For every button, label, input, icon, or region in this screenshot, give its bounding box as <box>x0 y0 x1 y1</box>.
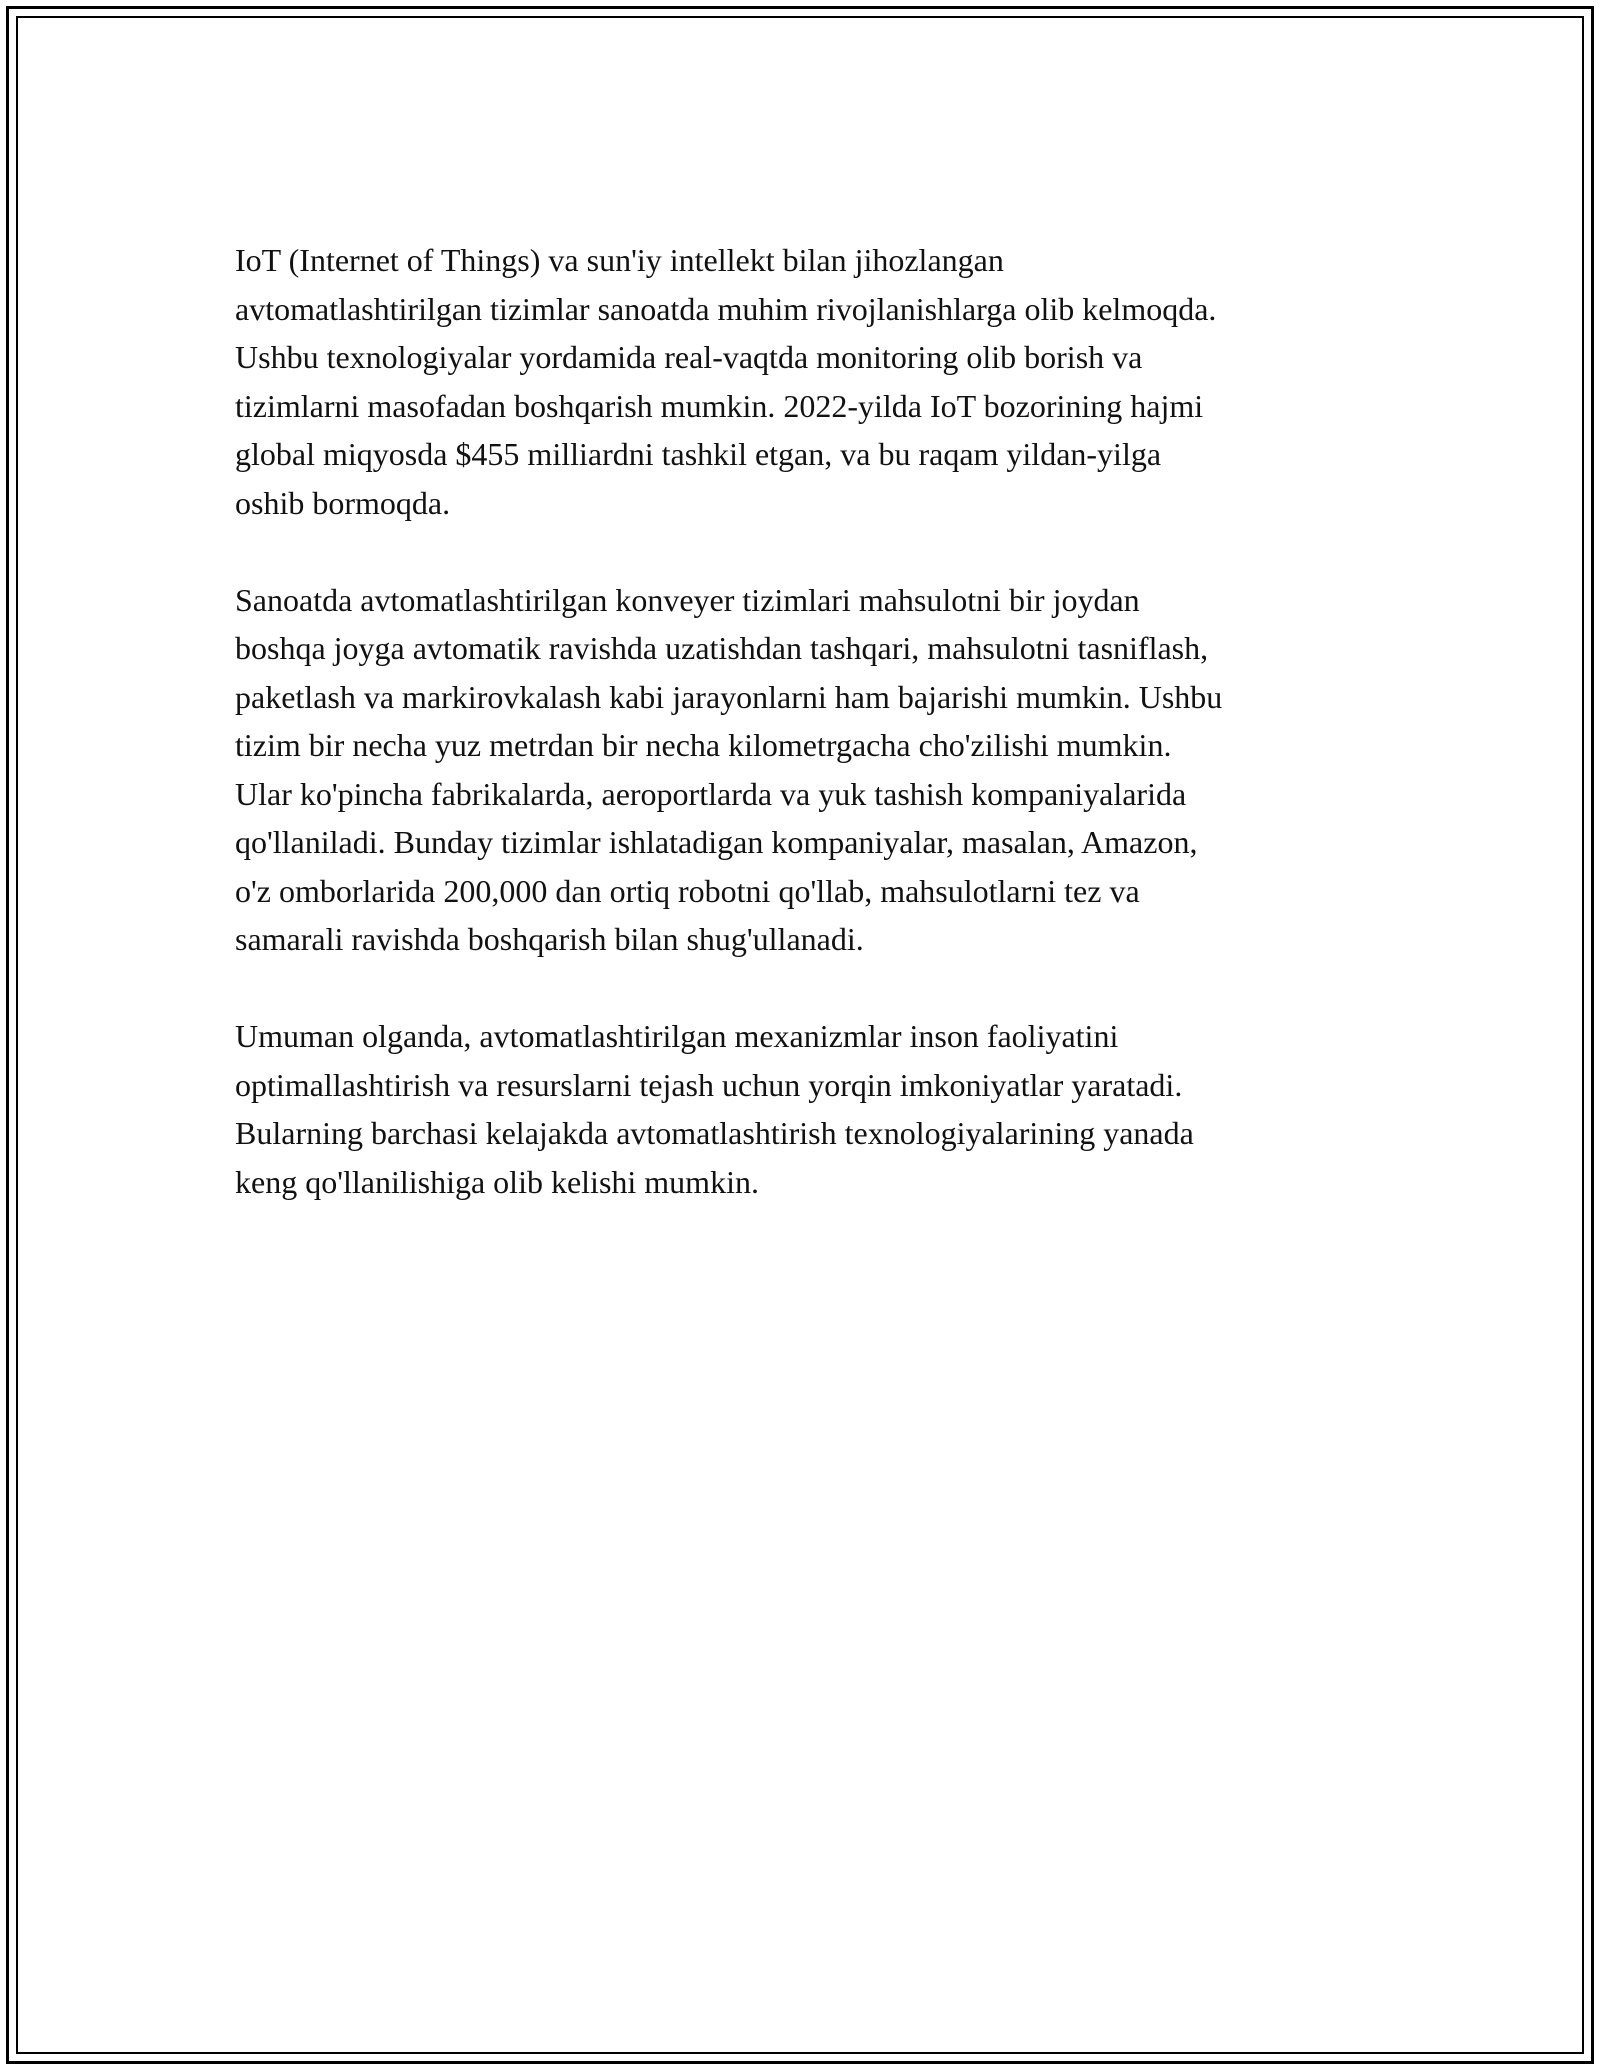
paragraph-conveyor-systems: Sanoatda avtomatlashtirilgan konveyer tizimlari mahsulotni bir joydan boshqa joyga avtomatik ravishda uzatishdan tashqari, mahsulotni tasniflash, paketlash va markirovkalash kabi jarayonlarni ham bajarishi mumkin. Ushbu tizim bir necha yuz metrdan bir necha kilometrgacha cho'zilishi mumkin. Ular ko'pincha fabrikalarda, aeroportlarda va yuk tashish kompaniyalarida qo'llaniladi. Bunday tizimlar ishlatadigan kompaniyalar, masalan, Amazon, o'z omborlarida 200,000 dan ortiq robotni qo'llab, mahsulotlarni tez va samarali ravishda boshqarish bilan shug'ullanadi. <box>235 581 1223 957</box>
paragraph-iot-intro: IoT (Internet of Things) va sun'iy intellekt bilan jihozlangan avtomatlashtirilgan tizimlar sanoatda muhim rivojlanishlarga olib kelmoqda. Ushbu texnologiyalar yordamida real-vaqtda monitoring olib borish va tizimlarni masofadan boshqarish mumkin. 2022-yilda IoT bozorining hajmi global miqyosda $455 milliardni tashkil etgan, va bu raqam yildan-yilga oshib bormoqda. <box>235 242 1217 521</box>
document-body <box>235 236 1375 1255</box>
paragraph-conclusion: Umuman olganda, avtomatlashtirilgan mexanizmlar inson faoliyatini optimallashtirish va resurslarni tejash uchun yorqin imkoniyatlar yaratadi. Bularning barchasi kelajakda avtomatlashtirish texnologiyalarining yanada keng qo'llanilishiga olib kelishi mumkin. <box>235 1018 1194 1200</box>
